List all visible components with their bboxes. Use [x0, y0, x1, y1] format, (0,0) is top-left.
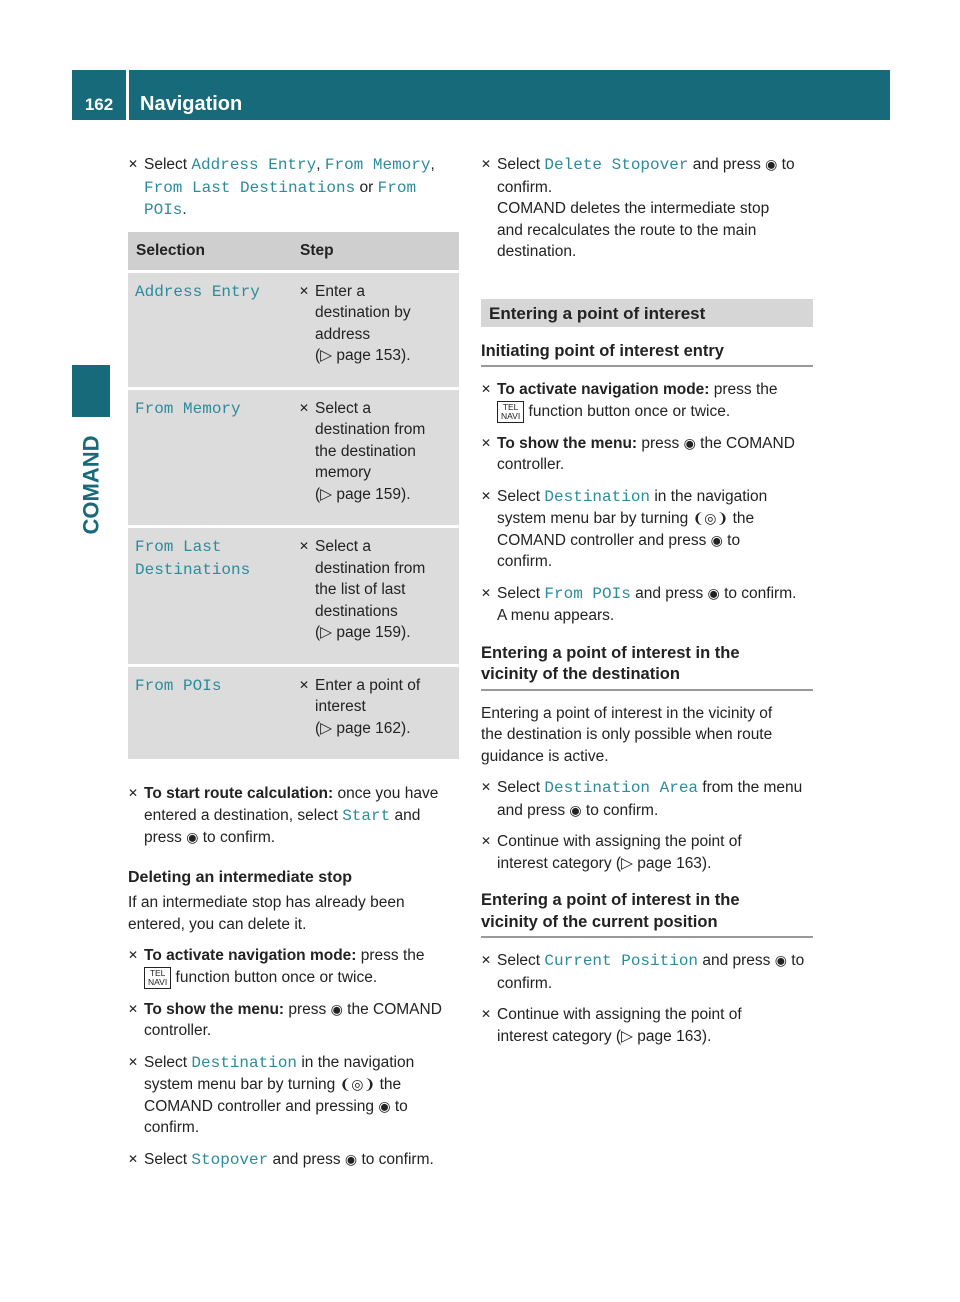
arrow-icon: ✕ — [481, 953, 492, 967]
paragraph: If an intermediate stop has already been entered, you can delete it. — [128, 894, 405, 933]
table-header-row — [128, 232, 459, 272]
arrow-icon: ✕ — [481, 780, 492, 794]
paragraph: Entering a point of interest in the vicinity of the destination is only possible when route guidance is active. — [481, 704, 773, 765]
selection-cell: From Last — [135, 538, 222, 556]
step-show-menu: ✕ To show the menu: press ◉ the COMAND controller. — [481, 434, 795, 473]
knob-press-icon: ◉ — [710, 531, 723, 548]
arrow-icon: ✕ — [481, 834, 492, 848]
page-number: 162 — [84, 95, 114, 114]
arrow-icon: ✕ — [299, 283, 310, 298]
step-select-options: ✕ Select Address Entry, From Memory, From Last Destinations or From POIs. — [128, 156, 435, 219]
table-row: From Last Destinations ✕ Select a destination from the list of last destinations (▷ page 159). — [128, 527, 459, 666]
step-select-pois: ✕ Select From POIs and press ◉ to confirm. A menu appears. — [481, 584, 797, 624]
header-divider — [126, 70, 129, 120]
arrow-icon: ✕ — [128, 157, 139, 171]
step-select-area: ✕ Select Destination Area from the menu and press ◉ to confirm. — [481, 777, 813, 821]
knob-turn-icon: ❨◎❩ — [692, 510, 729, 526]
sidebar-tab — [72, 425, 110, 545]
step-continue: ✕ Continue with assigning the point of interest category (▷ page 163). — [481, 1006, 742, 1045]
section-heading: Deleting an intermediate stop — [128, 868, 353, 886]
subheading: Initiating point of interest entry — [481, 341, 813, 368]
step-continue: ✕ Continue with assigning the point of interest category (▷ page 163). — [481, 833, 742, 872]
tel-navi-icon: TEL NAVI — [144, 967, 171, 989]
step-select-destination: ✕ Select Destination in the navigation system menu bar by turning ❨◎❩ the COMAND controller and press ◉ to confirm. — [481, 487, 768, 570]
arrow-icon: ✕ — [481, 585, 492, 600]
step-nav-mode: ✕ To activate navigation mode: press the TEL NAVI function button once or twice. — [481, 381, 778, 421]
tel-navi-icon: TEL NAVI — [497, 401, 524, 423]
subheading: Entering a point of interest in the vicinity of the current position — [481, 890, 813, 938]
step-select-position: ✕ Select Current Position and press ◉ to confirm. — [481, 952, 805, 992]
knob-press-icon: ◉ — [765, 156, 778, 172]
step-route-calc: ✕ To start route calculation: once you have entered a destination, select Start and press ◉ to confirm. — [128, 783, 463, 849]
table-header: Step — [292, 232, 459, 272]
arrow-icon: ✕ — [299, 677, 310, 692]
arrow-icon: ✕ — [481, 382, 492, 396]
section-band: Entering a point of interest — [481, 299, 813, 327]
knob-press-icon: ◉ — [707, 584, 720, 601]
left-column — [128, 154, 463, 1181]
knob-press-icon: ◉ — [683, 434, 696, 451]
step-select-destination: ✕ Select Destination in the navigation system menu bar by turning ❨◎❩ the COMAND controller and pressing ◉ to confirm. — [128, 1053, 415, 1136]
selection-cell: From POIs — [135, 676, 222, 695]
page-title: Navigation — [140, 93, 243, 115]
arrow-icon: ✕ — [481, 157, 492, 171]
step-nav-mode: ✕ To activate navigation mode: press the TEL NAVI function button once or twice. — [128, 947, 425, 987]
arrow-icon: ✕ — [128, 1151, 139, 1166]
subheading: Entering a point of interest in the vicinity of the destination — [481, 643, 813, 691]
knob-press-icon: ◉ — [330, 1000, 343, 1017]
arrow-icon: ✕ — [128, 1054, 139, 1069]
table-row: From POIs ✕ Enter a point of interest (▷ page 162). — [128, 665, 459, 759]
arrow-icon: ✕ — [481, 1007, 492, 1021]
arrow-icon: ✕ — [128, 948, 139, 962]
step-delete-stopover: ✕ Select Delete Stopover and press ◉ to confirm. COMAND deletes the intermediate stop and recalculates the route to the main destination. — [481, 156, 795, 260]
selection-cell: Address Entry — [135, 282, 260, 301]
knob-press-icon: ◉ — [378, 1097, 391, 1114]
knob-press-icon: ◉ — [344, 1150, 358, 1167]
arrow-icon: ✕ — [128, 786, 139, 800]
right-column — [481, 154, 813, 1057]
knob-press-icon: ◉ — [569, 801, 582, 818]
table-row: Address Entry ✕ Enter a destination by address (▷ page 153). — [128, 271, 459, 388]
table-row: From Memory ✕ Select a destination from the destination memory (▷ page 159). — [128, 388, 459, 527]
knob-press-icon: ◉ — [186, 829, 199, 845]
table-header: Selection — [128, 232, 292, 272]
sidebar-label: COMAND — [78, 435, 104, 535]
selection-table — [128, 232, 459, 760]
knob-turn-icon: ❨◎❩ — [339, 1076, 376, 1092]
arrow-icon: ✕ — [299, 539, 310, 553]
arrow-icon: ✕ — [128, 1001, 139, 1016]
arrow-icon: ✕ — [481, 435, 492, 450]
knob-press-icon: ◉ — [774, 952, 787, 968]
step-show-menu: ✕ To show the menu: press ◉ the COMAND controller. — [128, 1000, 442, 1039]
sidebar-marker — [72, 365, 110, 417]
arrow-icon: ✕ — [299, 400, 310, 415]
selection-cell: From Memory — [135, 399, 241, 418]
step-select-stopover: ✕ Select Stopover and press ◉ to confirm. — [128, 1150, 434, 1169]
arrow-icon: ✕ — [481, 488, 492, 503]
